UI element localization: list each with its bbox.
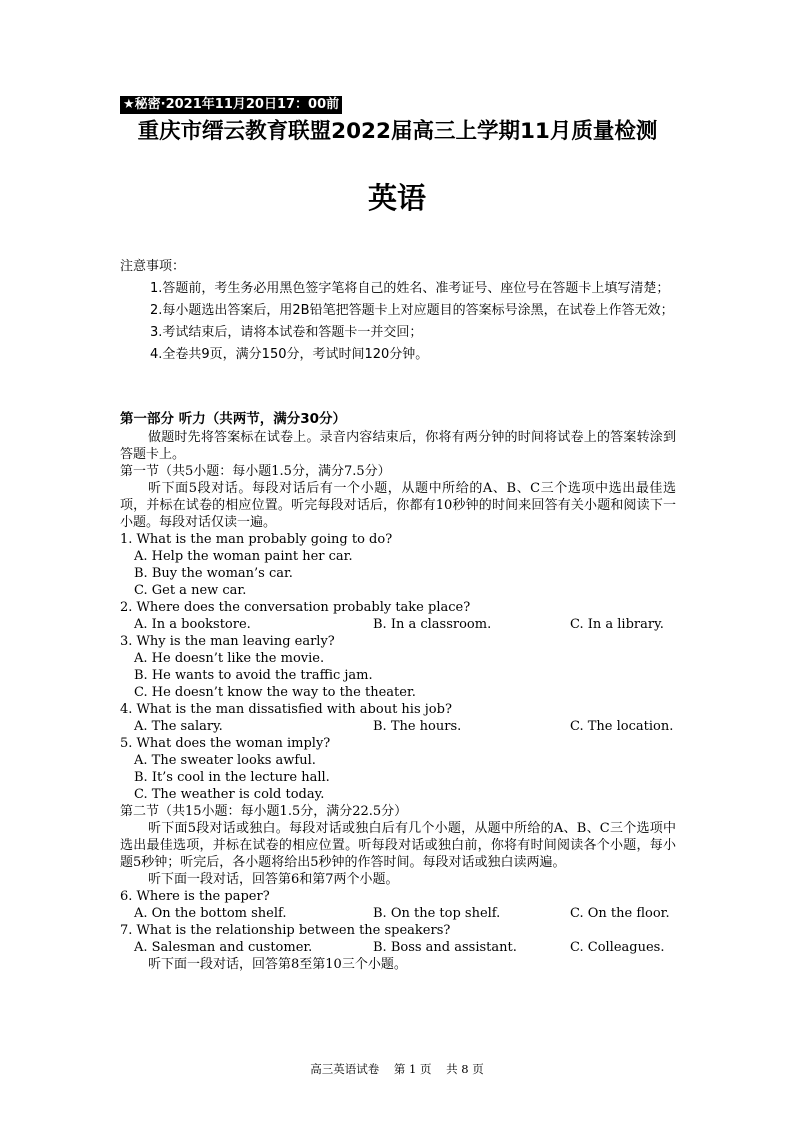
q4-options — [120, 718, 676, 735]
page-footer: 高三英语试卷 第 1 页 共 8 页 — [310, 1062, 484, 1076]
q1-option-c: C. Get a new car. — [134, 583, 247, 598]
notes-section — [120, 256, 680, 366]
question-1: 1. What is the man probably going to do? — [120, 532, 393, 547]
q5-option-a: A. The sweater looks awful. — [134, 753, 316, 768]
notes-item: 2.每小题选出答案后，用2B铅笔把答题卡上对应题目的答案标号涂黑，在试卷上作答无效； — [150, 303, 674, 318]
q5-option-c: C. The weather is cold today. — [134, 787, 325, 802]
section1-heading: 第一节（共5小题：每小题1.5分，满分7.5分） — [120, 464, 391, 479]
q1-option-a: A. Help the woman paint her car. — [134, 549, 353, 564]
q7-option-b: B. Boss and assistant. — [373, 940, 517, 955]
q1-option-b: B. Buy the woman’s car. — [134, 566, 293, 581]
question-6: 6. Where is the paper? — [120, 889, 270, 904]
q6-option-c: C. On the floor. — [570, 906, 670, 921]
question-5: 5. What does the woman imply? — [120, 736, 331, 751]
q2-options — [120, 616, 676, 633]
q2-option-b: B. In a classroom. — [373, 617, 492, 632]
notes-item: 1.答题前，考生务必用黑色签字笔将自己的姓名、准考证号、座位号在答题卡上填写清楚； — [150, 281, 670, 296]
section1-instructions: 听下面5段对话。每段对话后有一个小题，从题中所给的A、B、C三个选项中选出最佳选项，并标在试卷的相应位置。听完每段对话后，你都有10秒钟的时间来回答有关小题和阅读下一小题。每段对话仅读一遍。 — [120, 481, 676, 530]
q2-option-a: A. In a bookstore. — [134, 617, 251, 632]
q3-option-b: B. He wants to avoid the traffic jam. — [134, 668, 373, 683]
notes-heading: 注意事项： — [120, 259, 186, 274]
q2-option-c: C. In a library. — [570, 617, 664, 632]
question-3: 3. Why is the man leaving early? — [120, 634, 335, 649]
q6-option-b: B. On the top shelf. — [373, 906, 501, 921]
q4-option-b: B. The hours. — [373, 719, 462, 734]
notes-item: 4.全卷共9页，满分150分，考试时间120分钟。 — [150, 347, 429, 362]
q6-option-a: A. On the bottom shelf. — [134, 906, 287, 921]
question-7: 7. What is the relationship between the speakers? — [120, 923, 451, 938]
q7-options — [120, 939, 676, 956]
dialog-1-instruction: 听下面一段对话，回答第6和第7两个小题。 — [148, 872, 399, 887]
q3-option-a: A. He doesn’t like the movie. — [134, 651, 325, 666]
q4-option-a: A. The salary. — [134, 719, 223, 734]
part1-heading: 第一部分 听力（共两节，满分30分） — [120, 411, 346, 427]
exam-title: 重庆市缙云教育联盟2022届高三上学期11月质量检测 — [137, 119, 658, 144]
question-2: 2. Where does the conversation probably take place? — [120, 600, 471, 615]
notes-item: 3.考试结束后，请将本试卷和答题卡一并交回； — [150, 325, 423, 340]
q6-options — [120, 905, 676, 922]
question-4: 4. What is the man dissatisfied with about his job? — [120, 702, 452, 717]
q3-option-c: C. He doesn’t know the way to the theater. — [134, 685, 416, 700]
subject-title: 英语 — [367, 181, 426, 215]
dialog-2-instruction: 听下面一段对话，回答第8至第10三个小题。 — [148, 957, 407, 972]
section2-heading: 第二节（共15小题：每小题1.5分，满分22.5分） — [120, 804, 408, 819]
part1-intro: 做题时先将答案标在试卷上。录音内容结束后，你将有两分钟的时间将试卷上的答案转涂到答题卡上。 — [120, 430, 676, 462]
q7-option-c: C. Colleagues. — [570, 940, 665, 955]
section2-instructions: 听下面5段对话或独白。每段对话或独白后有几个小题，从题中所给的A、B、C三个选项中选出最佳选项，并标在试卷的相应位置。听每段对话或独白前，你将有时间阅读各个小题，每小题5秒钟；听完后，各小题将给出5秒钟的作答时间。每段对话或独白读两遍。 — [120, 821, 676, 870]
q5-option-b: B. It’s cool in the lecture hall. — [134, 770, 330, 785]
q4-option-c: C. The location. — [570, 719, 674, 734]
q7-option-a: A. Salesman and customer. — [134, 940, 313, 955]
listening-section — [120, 429, 676, 973]
confidential-label: ★秘密·2021年11月20日17：00前 — [120, 96, 342, 114]
